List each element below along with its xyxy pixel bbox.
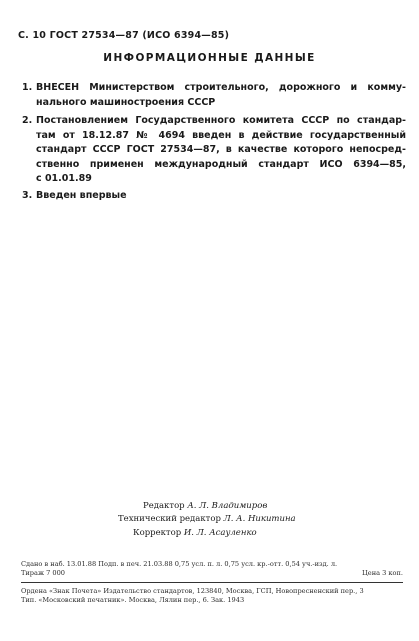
item-line: ВНЕСЕН Министерством строительного, дорожного и комму-: [36, 82, 406, 93]
proofreader-name: И. Л. Асауленко: [183, 527, 257, 538]
imprint-row: [21, 596, 403, 605]
item-line: стандарт СССР ГОСТ 27534—87, в качестве которого непосред-: [36, 144, 406, 156]
tech-editor-credit: [0, 513, 419, 526]
imprint-row: [21, 569, 403, 578]
item-line: Введен впервые: [36, 190, 127, 201]
item-text: [36, 81, 406, 110]
tech-editor-label: Технический редактор: [118, 514, 221, 525]
page-title: ИНФОРМАЦИОННЫЕ ДАННЫЕ: [103, 52, 316, 64]
item-line: ственно применен международный стандарт ИСО 6394—85,: [36, 158, 406, 170]
item-text: [36, 189, 406, 204]
imprint-row: [21, 587, 403, 596]
imprint-row: [21, 560, 403, 569]
editor-name: А. Л. Владимиров: [187, 501, 268, 511]
publisher-line: Ордена «Знак Почета» Издательство стандартов, 123840, Москва, ГСП, Новопресненский пер., 3: [21, 587, 364, 595]
imprint-dates: Сдано в наб. 13.01.88 Подп. в печ. 21.03.88 0,75 усл. п. л. 0,75 усл. кр.-отт. 0,54 уч.-изд. л.: [21, 560, 338, 568]
item-text: [36, 114, 406, 187]
item-line: Постановлением Государственного комитета СССР по стандар-: [36, 115, 406, 126]
tech-editor-name: Л. А. Никитина: [223, 514, 296, 525]
info-item-1: [22, 81, 406, 110]
printer-line: Тип. «Московский печатник». Москва, Лялин пер., 6. Зак. 1943: [21, 596, 245, 605]
proofreader-label: Корректор: [133, 527, 182, 538]
imprint-price: Цена 3 коп.: [362, 569, 403, 578]
item-line: там от 18.12.87 № 4694 введен в действие государственный: [36, 129, 406, 141]
editor-label: Редактор: [143, 501, 185, 511]
editorial-credits: [0, 500, 419, 540]
print-imprint: [21, 560, 403, 579]
item-line: с 01.01.89: [36, 173, 92, 185]
item-line: нального машиностроения СССР: [36, 96, 216, 108]
imprint-print-run: Тираж 7 000: [21, 569, 65, 578]
item-number: 1.: [22, 82, 33, 93]
item-number: 3.: [22, 190, 33, 201]
info-item-2: [22, 114, 406, 187]
item-number: 2.: [22, 115, 33, 126]
publisher-imprint: [21, 587, 403, 606]
info-item-3: [22, 189, 406, 204]
editor-credit: [0, 500, 419, 513]
imprint-divider: [21, 582, 403, 583]
proofreader-credit: [0, 527, 419, 540]
running-head: С. 10 ГОСТ 27534—87 (ИСО 6394—85): [18, 30, 230, 41]
